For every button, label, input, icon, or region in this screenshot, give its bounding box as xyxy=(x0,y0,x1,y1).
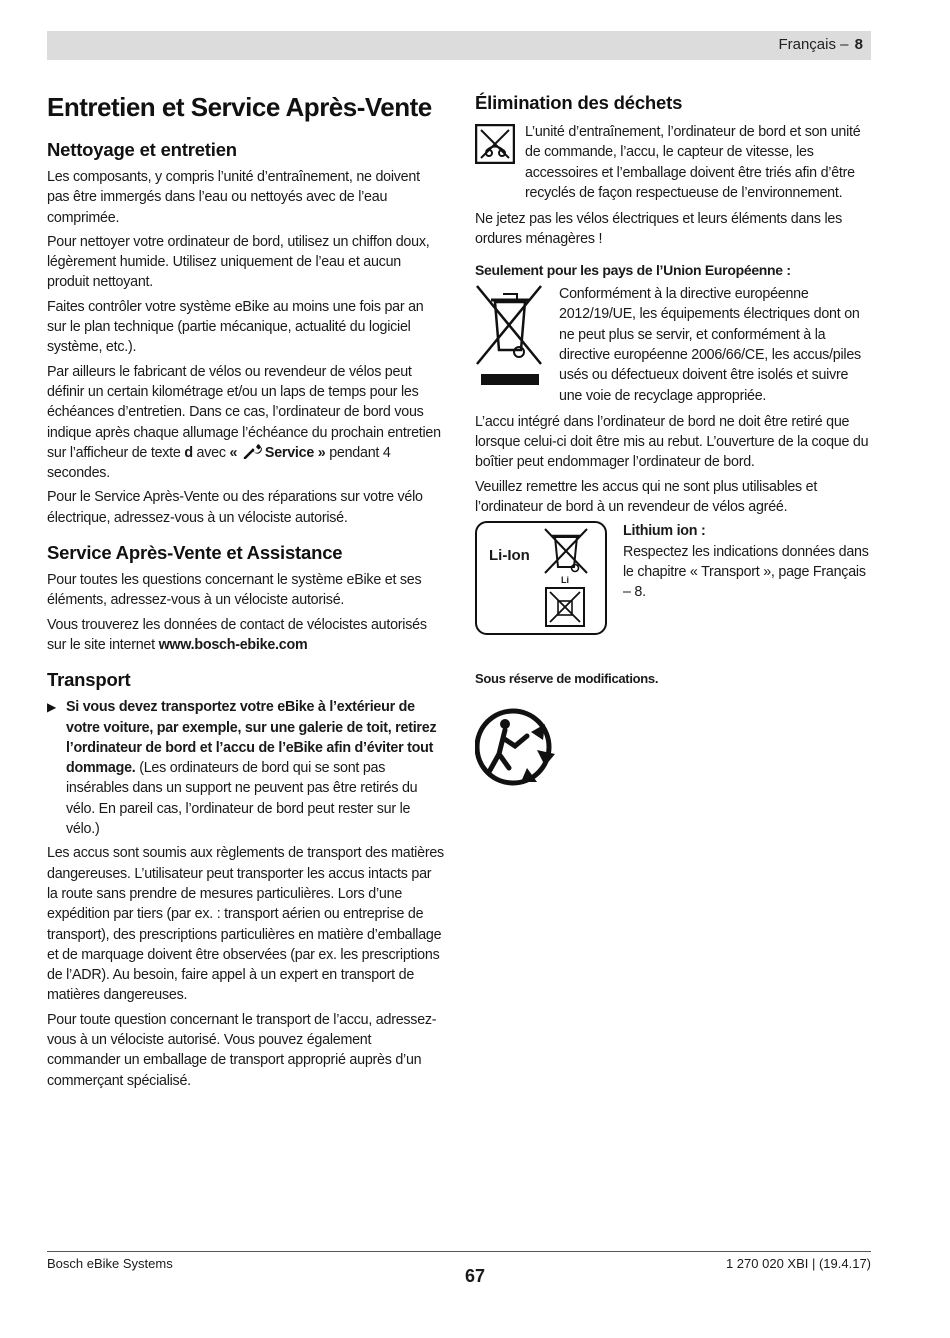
packaging-disposal-row xyxy=(475,122,872,203)
transport-section xyxy=(47,669,444,1091)
disposal-heading: Élimination des déchets xyxy=(475,92,683,113)
service-heading: Service Après-Vente et Assistance xyxy=(47,542,343,564)
eu-heading: Seulement pour les pays de l’Union Européenne : xyxy=(475,261,791,278)
header-separator: – xyxy=(835,36,853,53)
crossed-bin-icon xyxy=(475,284,543,388)
disposal-paragraph-2: Ne jetez pas les vélos électriques et leurs éléments dans les ordures ménagères ! xyxy=(475,211,842,248)
transport-bullet xyxy=(47,697,444,839)
footer-page-number: 67 xyxy=(464,1266,486,1286)
transport-bullet-text xyxy=(66,697,444,839)
wrench-icon xyxy=(243,443,263,459)
li-ion-label: Li-Ion xyxy=(489,547,530,565)
service-label: Service » xyxy=(264,444,326,461)
lithium-heading: Lithium ion : xyxy=(623,523,706,540)
header-language: Français xyxy=(778,36,836,53)
transport-bullet-bold: Si vous devez transportez votre eBike à l’extérieur de votre voiture, par exemple, sur une galerie de toit, retirez l’ordinateur de bord et l’accu de l’eBike afin d’éviter tout dommage. xyxy=(66,699,437,777)
cleaning-heading: Nettoyage et entretien xyxy=(47,139,237,160)
footer-brand: Bosch eBike Systems xyxy=(47,1256,173,1271)
service-website: www.bosch-ebike.com xyxy=(158,636,308,653)
cleaning-paragraph-4 xyxy=(47,362,444,484)
service-paragraph-2 xyxy=(47,615,444,656)
header-page-number: 8 xyxy=(854,36,863,53)
footer-divider xyxy=(47,1251,871,1252)
li-small-label: Li xyxy=(561,575,569,586)
disposal-paragraph-4: Veuillez remettre les accus qui ne sont plus utilisables et l’ordinateur de bord à un revendeur de vélos agréé. xyxy=(475,478,818,516)
service-section xyxy=(47,542,444,655)
disposal-paragraph-3: L’accu intégré dans l’ordinateur de bord ne doit être retiré que lorsque celui-ci doit être mis au rebut. L’ouverture de la coque du boîtier peut endommager l’ordinateur de bord. xyxy=(475,413,869,471)
triman-recycling-icon xyxy=(475,706,561,788)
transport-heading: Transport xyxy=(47,669,131,691)
header-bar xyxy=(47,31,871,60)
service-paragraph-1: Pour toutes les questions concernant le système eBike et ses éléments, adressez-vous à un vélociste autorisé. xyxy=(47,572,422,609)
cleaning-p4-with: avec xyxy=(192,444,230,461)
li-ion-symbol xyxy=(475,521,607,635)
transport-paragraph-2: Pour toute question concernant le transport de l’accu, adressez-vous à un vélociste autorisé. Vous pouvez également commander un emballage de transport approprié auprès d’un commerçant spécialisé. xyxy=(47,1011,437,1089)
bullet-arrow-icon: ▶ xyxy=(47,700,57,715)
left-column xyxy=(47,92,444,1105)
right-column xyxy=(475,92,872,793)
header-page-label xyxy=(778,36,863,53)
transport-paragraph-1: Les accus sont soumis aux règlements de transport des matières dangereuses. L’utilisateur peut transporter les accus intacts par la route sans prendre de mesures particulières. Lors d’une expédition par tiers (par ex. : transport aérien ou entreprise de transport), des prescriptions particulières en matière d’emballage et de marquage doivent être observées (par ex. les prescriptions de l’ADR). Au besoin, faire appel à un expert en transport de matières dangereuses. xyxy=(47,845,444,1004)
cleaning-paragraph-2: Pour nettoyer votre ordinateur de bord, utilisez un chiffon doux, légèrement humide. Utilisez uniquement de l’eau et aucun produit nettoyant. xyxy=(47,233,430,291)
eu-weee-row xyxy=(475,284,872,406)
transport-bullet-rest: (Les ordinateurs de bord qui se sont pas insérables dans un support ne peuvent pas être retirés du vélo. En pareil cas, l’ordinateur de bord peut rester sur le vélo.) xyxy=(66,760,418,838)
no-trash-disposal-icon xyxy=(475,124,515,164)
lithium-row xyxy=(475,521,872,635)
lithium-text: Respectez les indications données dans le chapitre « Transport », page Français – 8. xyxy=(623,543,869,601)
reserve-note: Sous réserve de modifications. xyxy=(475,671,659,687)
cleaning-paragraph-5: Pour le Service Après-Vente ou des réparations sur votre vélo électrique, adressez-vous à un vélociste autorisé. xyxy=(47,489,423,526)
page-title: Entretien et Service Après-Vente xyxy=(47,92,432,122)
no-battery-trash-icon xyxy=(545,587,585,627)
display-d-label: d xyxy=(184,444,193,461)
cleaning-paragraph-3: Faites contrôler votre système eBike au moins une fois par an sur le plan technique (partie mécanique, actualité du logiciel système, etc.). xyxy=(47,298,424,356)
cleaning-p4-end: pendant 4 secondes. xyxy=(47,444,391,482)
eu-text: Conformément à la directive européenne 2012/19/UE, les équipements électriques dont on ne peut plus se servir, et conformément à la directive européenne 2006/66/CE, les accus/piles usés ou défectueux doivent être isolés et suivre une voie de recyclage appropriée. xyxy=(559,286,861,404)
quote-open: « xyxy=(229,444,238,461)
service-p2-text: Vous trouverez les données de contact de vélocistes autorisés sur le site internet xyxy=(47,616,427,653)
footer-document-id: 1 270 020 XBI | (19.4.17) xyxy=(725,1256,871,1271)
cleaning-paragraph-1: Les composants, y compris l’unité d’entraînement, ne doivent pas être immergés dans l’eau ou nettoyés avec de l’eau comprimée. xyxy=(47,169,420,226)
cleaning-section xyxy=(47,139,444,528)
lithium-text-block xyxy=(623,521,872,635)
disposal-paragraph-1: L’unité d’entraînement, l’ordinateur de bord et son unité de commande, l’accu, le capteur de vitesse, les accessoires et l’emballage doivent être triés afin d’être recyclés de façon respectueuse de l’environnement. xyxy=(525,124,861,201)
cleaning-p4-text: Par ailleurs le fabricant de vélos ou revendeur de vélos peut définir un certain kilométrage et/ou un laps de temps pour les échéances d’entretien. Dans ce cas, l’ordinateur de bord vous indique après chaque allumage l’échéance du prochain entretien sur l’afficheur de texte xyxy=(47,363,441,461)
